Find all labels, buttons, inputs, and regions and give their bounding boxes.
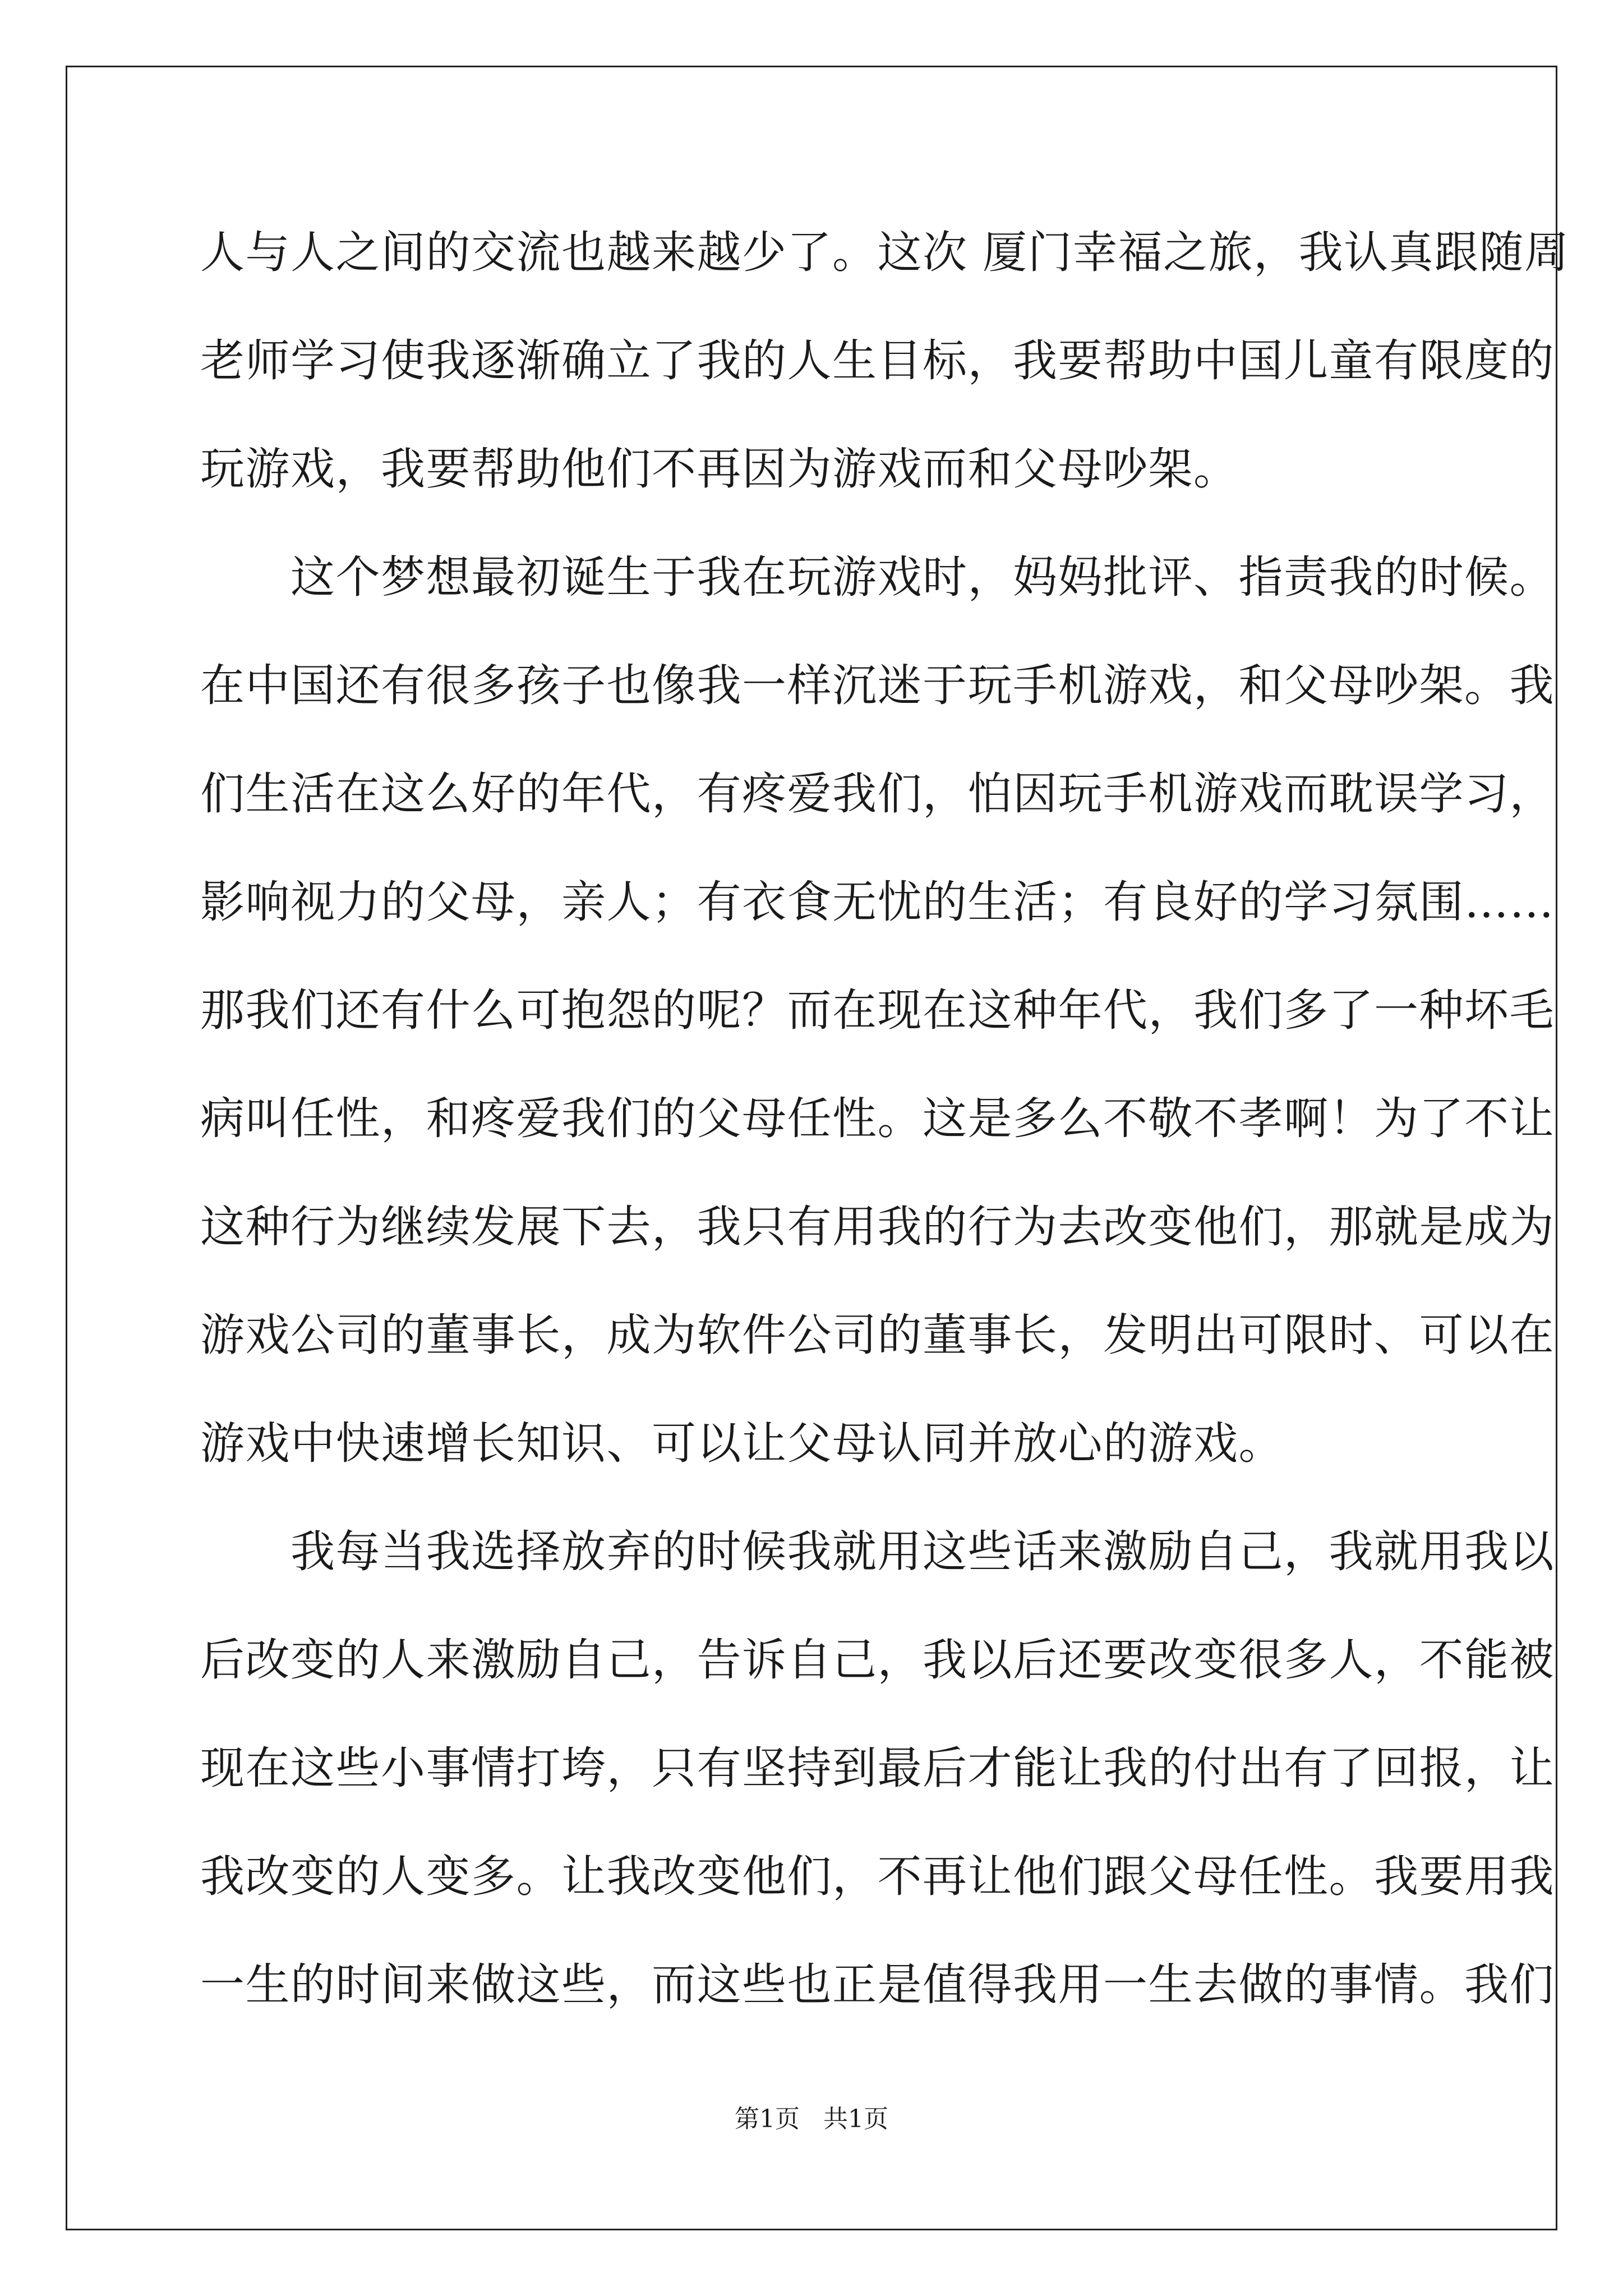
text-line: 那我们还有什么可抱怨的呢？而在现在这种年代，我们多了一种坏毛 <box>200 984 1555 1036</box>
paragraph-start-line: 我每当我选择放弃的时候我就用这些话来激励自己，我就用我以 <box>200 1526 1555 1577</box>
page-number-footer: 第1页 共1页 <box>735 2105 888 2133</box>
paragraph-start-line: 这个梦想最初诞生于我在玩游戏时，妈妈批评、指责我的时候。 <box>200 551 1555 603</box>
text-line: 游戏中快速增长知识、可以让父母认同并放心的游戏。 <box>200 1418 1284 1469</box>
text-line: 们生活在这么好的年代，有疼爱我们，怕因玩手机游戏而耽误学习， <box>200 768 1555 820</box>
text-line: 现在这些小事情打垮，只有坚持到最后才能让我的付出有了回报，让 <box>200 1742 1555 1794</box>
text-line: 影响视力的父母，亲人；有衣食无忧的生活；有良好的学习氛围…… <box>200 876 1555 928</box>
text-line: 人与人之间的交流也越来越少了。这次 厦门幸福之旅，我认真跟随周 <box>200 227 1570 278</box>
body-text <box>200 219 1570 2059</box>
text-line: 后改变的人来激励自己，告诉自己，我以后还要改变很多人，不能被 <box>200 1634 1555 1686</box>
text-line: 一生的时间来做这些，而这些也正是值得我用一生去做的事情。我们 <box>200 1959 1555 2010</box>
text-line: 这种行为继续发展下去，我只有用我的行为去改变他们，那就是成为 <box>200 1201 1555 1253</box>
text-line: 我改变的人变多。让我改变他们，不再让他们跟父母任性。我要用我 <box>200 1851 1555 1902</box>
text-line: 玩游戏，我要帮助他们不再因为游戏而和父母吵架。 <box>200 443 1239 495</box>
text-line: 游戏公司的董事长，成为软件公司的董事长，发明出可限时、可以在 <box>200 1309 1555 1361</box>
text-line: 病叫任性，和疼爱我们的父母任性。这是多么不敬不孝啊！为了不让 <box>200 1093 1555 1144</box>
text-line: 老师学习使我逐渐确立了我的人生目标，我要帮助中国儿童有限度的 <box>200 335 1555 386</box>
text-line: 在中国还有很多孩子也像我一样沉迷于玩手机游戏，和父母吵架。我 <box>200 660 1555 711</box>
